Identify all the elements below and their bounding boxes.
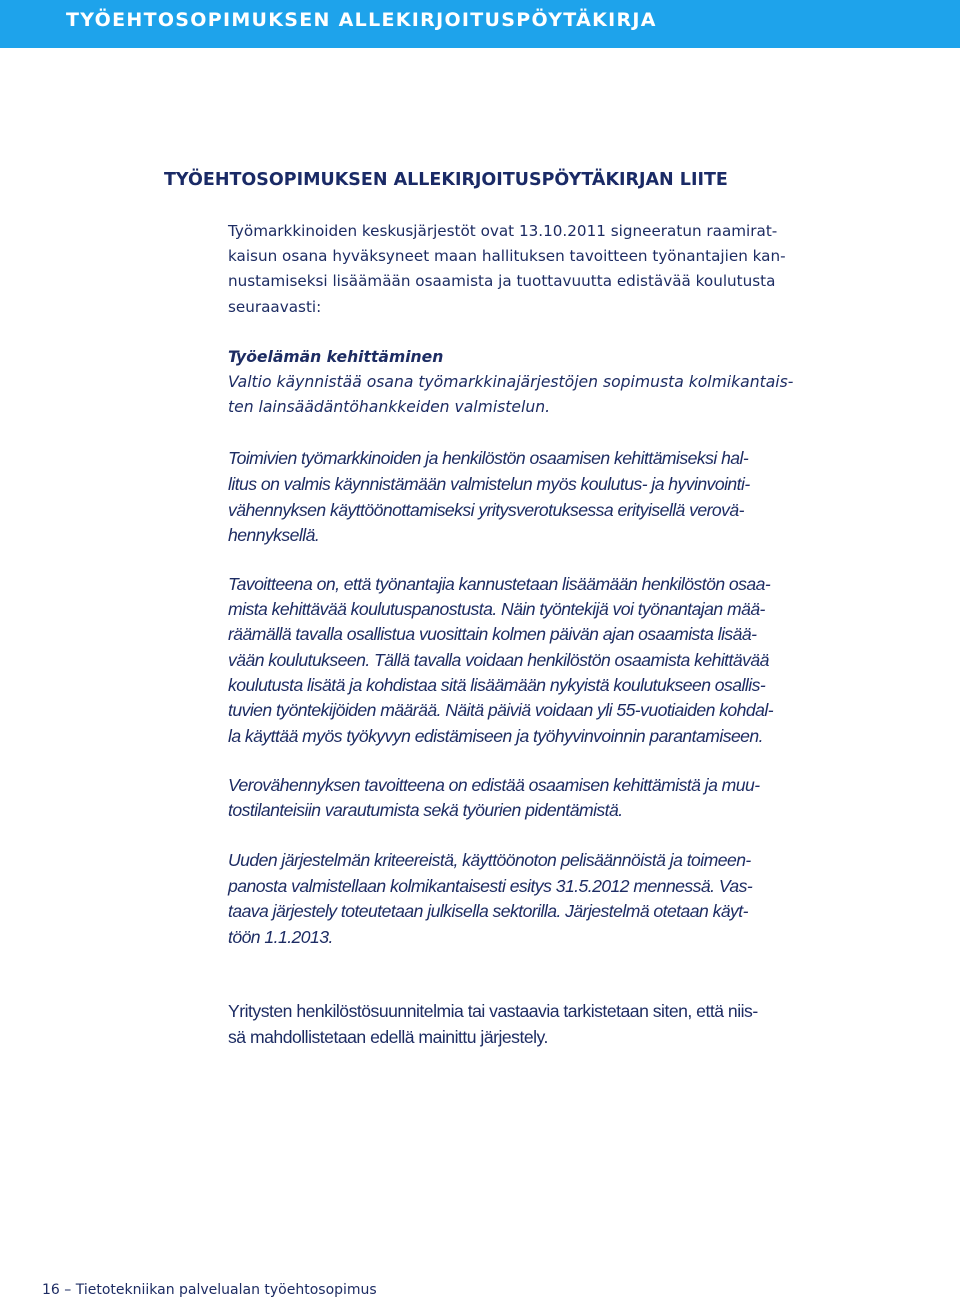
page-footer: 16 – Tietotekniikan palvelualan työehtosopimus (42, 1282, 377, 1298)
text-line: taava järjestely toteutetaan julkisella sektorilla. Järjestelmä otetaan käyt- (228, 901, 748, 921)
document-header-title: TYÖEHTOSOPIMUKSEN ALLEKIRJOITUSPÖYTÄKIRJA (66, 9, 657, 31)
text-line: sä mahdollistetaan edellä mainittu järjestely. (228, 1027, 548, 1047)
text-line: Toimivien työmarkkinoiden ja henkilöstön osaamisen kehittämiseksi hal- (228, 448, 749, 468)
text-line: töön 1.1.2013. (228, 927, 333, 947)
text-line: kaisun osana hyväksyneet maan hallituksen tavoitteen työnantajien kan- (228, 247, 786, 265)
text-line: nustamiseksi lisäämään osaamista ja tuottavuutta edistävää koulutusta (228, 272, 776, 290)
text-line: tuvien työntekijöiden määrää. Näitä päiviä voidaan yli 55-vuotiaiden kohdal- (228, 700, 774, 720)
text-line: vähennyksen käyttöönottamiseksi yritysverotuksessa erityisellä verovä- (228, 500, 744, 520)
header-band (0, 0, 960, 48)
text-line: ten lainsäädäntöhankkeiden valmistelun. (228, 398, 551, 416)
section-title: TYÖEHTOSOPIMUKSEN ALLEKIRJOITUSPÖYTÄKIRJAN LIITE (164, 170, 728, 190)
text-line: koulutusta lisätä ja kohdistaa sitä lisäämään nykyistä koulutukseen osallis- (228, 675, 766, 695)
text-line: la käyttää myös työkyvyn edistämiseen ja työhyvinvoinnin parantamiseen. (228, 726, 763, 746)
text-line: Verovähennyksen tavoitteena on edistää osaamisen kehittämistä ja muu- (228, 775, 760, 795)
text-line: litus on valmis käynnistämään valmistelun myös koulutus- ja hyvinvointi- (228, 474, 750, 494)
text-line: mista kehittävää koulutuspanostusta. Näin työntekijä voi työnantajan mää- (228, 599, 765, 619)
text-line: Työmarkkinoiden keskusjärjestöt ovat 13.10.2011 signeeratun raamirat- (228, 222, 778, 240)
text-line: hennyksellä. (228, 525, 320, 545)
text-line: panosta valmistellaan kolmikantaisesti esitys 31.5.2012 mennessä. Vas- (228, 876, 753, 896)
text-line: vään koulutukseen. Tällä tavalla voidaan henkilöstön osaamista kehittävää (228, 650, 769, 670)
text-line: seuraavasti: (228, 298, 322, 316)
text-line: räämällä tavalla osallistua vuosittain kolmen päivän ajan osaamista lisää- (228, 624, 757, 644)
text-line: Yritysten henkilöstösuunnitelmia tai vastaavia tarkistetaan siten, että niis- (228, 1001, 758, 1021)
text-line: Uuden järjestelmän kriteereistä, käyttöönoton pelisäännöistä ja toimeen- (228, 850, 751, 870)
text-line: Valtio käynnistää osana työmarkkinajärjestöjen sopimusta kolmikantais- (228, 373, 794, 391)
subheading: Työelämän kehittäminen (228, 348, 444, 366)
text-line: Tavoitteena on, että työnantajia kannustetaan lisäämään henkilöstön osaa- (228, 574, 771, 594)
text-line: tostilanteisiin varautumista sekä työurien pidentämistä. (228, 800, 623, 820)
